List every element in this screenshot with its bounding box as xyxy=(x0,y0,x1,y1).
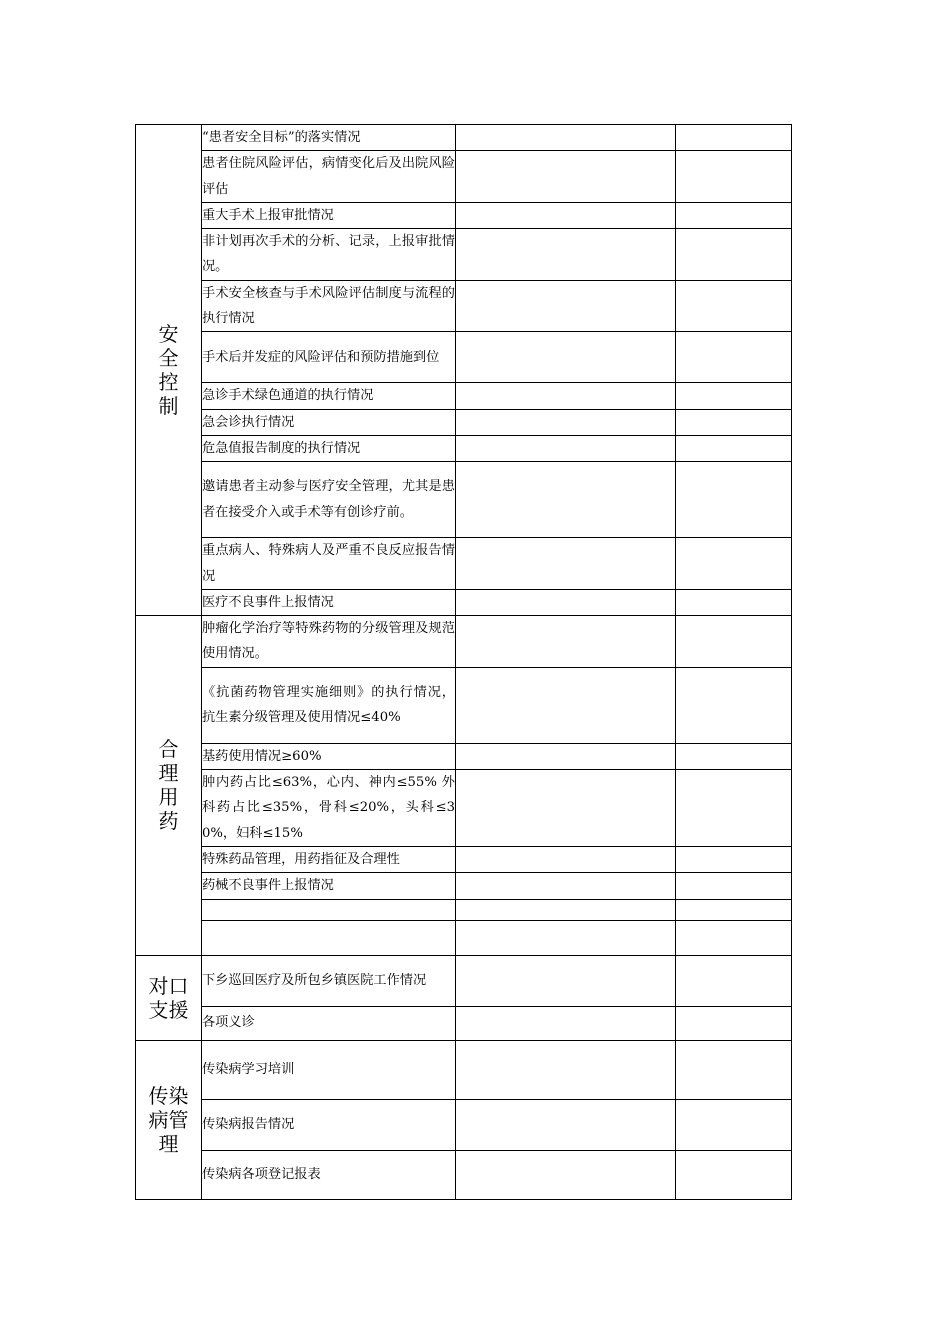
table-row xyxy=(136,280,792,332)
score-cell[interactable] xyxy=(676,383,792,409)
category-label: 对口支援 xyxy=(148,973,189,1022)
category-label: 传染病管理 xyxy=(148,1083,189,1156)
score-cell[interactable] xyxy=(676,409,792,435)
table-row xyxy=(136,1099,792,1150)
table-row xyxy=(136,1006,792,1040)
entry-cell[interactable] xyxy=(456,462,676,538)
table-row xyxy=(136,873,792,899)
score-cell[interactable] xyxy=(676,743,792,769)
entry-cell[interactable] xyxy=(456,125,676,151)
item-cell: 急诊手术绿色通道的执行情况 xyxy=(202,383,456,409)
score-cell[interactable] xyxy=(676,955,792,1006)
score-cell[interactable] xyxy=(676,589,792,615)
item-cell: 《抗菌药物管理实施细则》的执行情况， 抗生素分级管理及使用情况≤40% xyxy=(202,667,456,743)
category-label: 合理用药 xyxy=(158,737,179,834)
table-row xyxy=(136,125,792,151)
table-row xyxy=(136,1150,792,1199)
score-cell[interactable] xyxy=(676,435,792,461)
item-cell: 手术安全核查与手术风险评估制度与流程的执行情况 xyxy=(202,280,456,332)
entry-cell[interactable] xyxy=(456,409,676,435)
category-cell-rational-drug-use xyxy=(136,616,202,955)
category-label: 安全控制 xyxy=(158,322,179,419)
item-cell: 患者住院风险评估，病情变化后及出院风险评估 xyxy=(202,151,456,203)
entry-cell[interactable] xyxy=(456,1006,676,1040)
entry-cell[interactable] xyxy=(456,435,676,461)
entry-cell[interactable] xyxy=(456,538,676,590)
score-cell[interactable] xyxy=(676,1006,792,1040)
item-cell: 下乡巡回医疗及所包乡镇医院工作情况 xyxy=(202,955,456,1006)
item-cell: 危急值报告制度的执行情况 xyxy=(202,435,456,461)
entry-cell[interactable] xyxy=(456,151,676,203)
score-cell[interactable] xyxy=(676,280,792,332)
item-cell: 传染病报告情况 xyxy=(202,1099,456,1150)
entry-cell[interactable] xyxy=(456,743,676,769)
item-cell: 非计划再次手术的分析、记录，上报审批情况。 xyxy=(202,229,456,281)
item-cell: 基药使用情况≥60% xyxy=(202,743,456,769)
item-cell: 药械不良事件上报情况 xyxy=(202,873,456,899)
entry-cell[interactable] xyxy=(456,873,676,899)
item-cell: 急会诊执行情况 xyxy=(202,409,456,435)
table-row xyxy=(136,435,792,461)
score-cell[interactable] xyxy=(676,770,792,847)
table-row xyxy=(136,743,792,769)
entry-cell[interactable] xyxy=(456,920,676,955)
item-cell: 肿瘤化学治疗等特殊药物的分级管理及规范使用情况。 xyxy=(202,616,456,668)
entry-cell[interactable] xyxy=(456,846,676,872)
item-cell: 传染病各项登记报表 xyxy=(202,1150,456,1199)
score-cell[interactable] xyxy=(676,462,792,538)
item-cell: 重大手术上报审批情况 xyxy=(202,202,456,228)
table-row xyxy=(136,409,792,435)
category-cell-safety-control xyxy=(136,125,202,616)
table-row xyxy=(136,955,792,1006)
item-cell[interactable] xyxy=(202,899,456,920)
score-cell[interactable] xyxy=(676,1150,792,1199)
score-cell[interactable] xyxy=(676,1040,792,1099)
table-row xyxy=(136,920,792,955)
score-cell[interactable] xyxy=(676,202,792,228)
entry-cell[interactable] xyxy=(456,1150,676,1199)
entry-cell[interactable] xyxy=(456,1040,676,1099)
score-cell[interactable] xyxy=(676,846,792,872)
inspection-form-table xyxy=(135,124,792,1200)
entry-cell[interactable] xyxy=(456,899,676,920)
item-cell: 传染病学习培训 xyxy=(202,1040,456,1099)
score-cell[interactable] xyxy=(676,920,792,955)
table-row xyxy=(136,899,792,920)
table-row xyxy=(136,151,792,203)
score-cell[interactable] xyxy=(676,151,792,203)
entry-cell[interactable] xyxy=(456,955,676,1006)
table-row xyxy=(136,1040,792,1099)
table-row xyxy=(136,846,792,872)
table-row xyxy=(136,229,792,281)
score-cell[interactable] xyxy=(676,616,792,668)
entry-cell[interactable] xyxy=(456,589,676,615)
category-cell-counterpart-support xyxy=(136,955,202,1040)
score-cell[interactable] xyxy=(676,1099,792,1150)
table-row xyxy=(136,462,792,538)
item-cell: 医疗不良事件上报情况 xyxy=(202,589,456,615)
entry-cell[interactable] xyxy=(456,770,676,847)
entry-cell[interactable] xyxy=(456,383,676,409)
entry-cell[interactable] xyxy=(456,202,676,228)
table-row xyxy=(136,667,792,743)
table-row xyxy=(136,616,792,668)
entry-cell[interactable] xyxy=(456,332,676,383)
score-cell[interactable] xyxy=(676,332,792,383)
item-cell: 手术后并发症的风险评估和预防措施到位 xyxy=(202,332,456,383)
item-cell: 邀请患者主动参与医疗安全管理，尤其是患者在接受介入或手术等有创诊疗前。 xyxy=(202,462,456,538)
table-row xyxy=(136,383,792,409)
entry-cell[interactable] xyxy=(456,229,676,281)
entry-cell[interactable] xyxy=(456,616,676,668)
score-cell[interactable] xyxy=(676,125,792,151)
item-cell[interactable] xyxy=(202,920,456,955)
score-cell[interactable] xyxy=(676,873,792,899)
entry-cell[interactable] xyxy=(456,280,676,332)
score-cell[interactable] xyxy=(676,899,792,920)
score-cell[interactable] xyxy=(676,229,792,281)
category-cell-infectious-disease-management xyxy=(136,1040,202,1199)
score-cell[interactable] xyxy=(676,538,792,590)
item-cell: 各项义诊 xyxy=(202,1006,456,1040)
table-row xyxy=(136,770,792,847)
item-cell: 肿内药占比≤63%，心内、神内≤55% 外科药占比≤35%，骨科≤20%，头科≤30%，妇科≤15% xyxy=(202,770,456,847)
score-cell[interactable] xyxy=(676,667,792,743)
table-row xyxy=(136,202,792,228)
item-cell: 特殊药品管理，用药指征及合理性 xyxy=(202,846,456,872)
entry-cell[interactable] xyxy=(456,1099,676,1150)
table-row xyxy=(136,538,792,590)
item-cell: 重点病人、特殊病人及严重不良反应报告情况 xyxy=(202,538,456,590)
entry-cell[interactable] xyxy=(456,667,676,743)
table-row xyxy=(136,332,792,383)
table-row xyxy=(136,589,792,615)
item-cell: “患者安全目标”的落实情况 xyxy=(202,125,456,151)
